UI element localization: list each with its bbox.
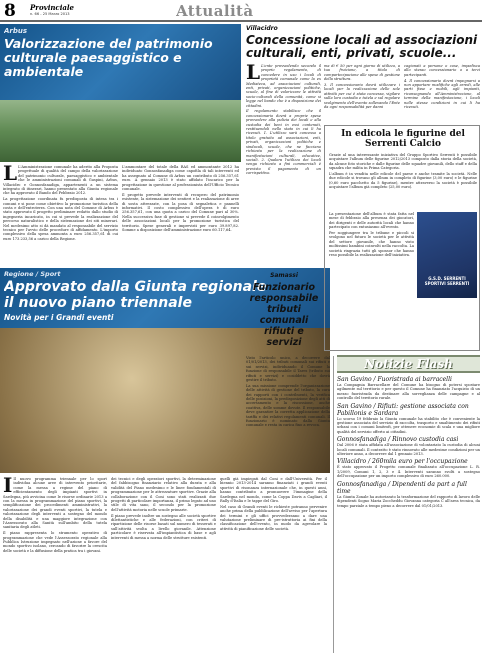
villacidro-col-1 (246, 64, 321, 266)
regione-title-line-1: Approvato dalla Giunta regionale (4, 279, 267, 295)
villacidro-title: Concessione locali ad associazioni culturali, enti, privati, scuole... (246, 34, 478, 59)
samassi-paragraph: La sua missione comprende l'organizzazione delle attività di gestione del tributo, la cura dei rapporti con i contribuenti, la verifica delle posizioni, la predisposizione degli atti di accertamento e la riscossione, anche coattiva, delle somme dovute. Il responsabile deve garantire la corretta applicazione della tariffa e dei relativi regolamenti comunali. Il funzionario è nominato dalla Giunta comunale e resta in carica fino a revoca. (246, 383, 330, 428)
villacidro-paragraph: ma di € 50 per ogni giorno di utilizzo, a tua fruizione, a titolo di compartecipazione alle spese di gestione della struttura. (324, 64, 400, 82)
regione-subtitle: Novità per i Grandi eventi (4, 313, 114, 322)
villacidro-kicker: Villacidro (246, 25, 278, 32)
samassi-paragraph: Visto l'articolo unico, a decorrere dal 01/01/2013, dei tributi comunali sui rifiuti e sui servizi, individuando il Comune la funzione di responsabile il Tares (tributo sui rifiuti e servizi) e cosiddetto che dovrà gestire il tributo. (246, 356, 330, 383)
serrenti-paragraph: Per soggiungere tra le tribune e piccoli si svolgono nel futuro le società per le attività del settore giovanile, che hanno visto moltissimi bambini coinvolti nella raccolta. La società ringrazia tutti gli sponsor che hanno reso possibile la realizzazione dell'iniziativa. (329, 231, 414, 258)
page-number: 8 (4, 2, 16, 20)
serrenti-text-left (329, 212, 414, 348)
regione-paragraph: Il piano rappresenta lo strumento operativo di programmazione che vede l'Assessorato regionale alla Pubblica Istruzione impegnato nell'azione a favore del mondo sportivo isolano, cercando di favorire la crescita delle società e la diffusione della pratica tra i giovani. (3, 531, 107, 553)
arbus-banner (0, 24, 241, 100)
arbus-paragraph: La progettazione coordinata fu predisposta di intesa tra i comuni e si pone come obiettivo la promozione turistica della costa e dell'entroterra. Con una nota del Comune di Arbus è stato approvato il progetto preliminare redatto dallo studio di ingegneria incaricato, in cui si prevede la realizzazione del percorso naturalistico e della sistemazione dei siti minerari. Nel medesimo atto si dà mandato al responsabile del servizio tecnico per l'avvio delle procedure di affidamento. L'importo complessivo della spesa ammonta a euro 256.357,61 di cui euro 173.233,56 a carico della Regione. (3, 197, 118, 241)
villacidro-paragraph: L'ente provvedendo secondo il proprio regolamento, di concedere in uso i locali di proprietà comunale come la ex Mediateca, ad associazioni culturali, enti, privati, organizzazioni politiche, scuole, al fine di valorizzare le attività socio-culturali della comunità, come si legge nel bando che è a disposizione dei cittadini. (246, 64, 321, 108)
news-text: Lo scorso 19 febbraio la Giunta comunale ha stabilito che è conveniente la gestione associata del servizio di raccolta, trasporto e smaltimento dei rifiuti urbani con i comuni limitrofi, per ottenere economie di scala e una migliore qualità del servizio offerto ai cittadini. (337, 416, 480, 434)
villacidro-paragraph: 4. Il concessionario dovrà impegnarsi a non apportare modifiche agli arredi, alle parti fisse e mobili, agli impianti, riconsegnando all'Amministrazione, al termine della manifestazione, i locali nelle stesse condizioni in cui li ha ricevuti. (404, 78, 480, 110)
regione-col-1 (3, 477, 107, 653)
villacidro-paragraph: 3. Il concessionario dovrà utilizzare i locali per la realizzazione delle sole attività per cui è stata concessa, vigilare sulla loro custodia e tutela e sul regolare svolgimento dell'evento sollevando l'Ente da ogni responsabilità per danni (324, 83, 400, 110)
news-item (337, 458, 480, 478)
villacidro-col-2 (324, 64, 400, 122)
serrenti-paragraph: Grazie al una interessante iniziativa del Gruppo Sportivo Serrenti è possibile acquistare l'album delle figurine 2012/2013 composto dalla storia della società, da alcune foto storiche e dalle figurine delle squadre giovanili, dello staff e della squadra che milita in Prima Categoria. (329, 153, 477, 171)
drop-cap: L (3, 165, 18, 185)
serrenti-box (324, 125, 480, 351)
news-text: È stato approvato il Progetto comunale finalizzato all'occupazione L. R. 1/2009, Comuni 1, 2, 3 e 4. Interventi saranno svolti a sostegno dell'occupazione per un importo complessivo di euro 260.000. (337, 465, 480, 479)
regione-col-2 (111, 477, 216, 653)
masthead-logo-text: Provinciale (30, 4, 75, 11)
regione-paragraph: Nel caso di Grandi eventi le richieste potranno pervenire anche prima della pubblicazione dell'avviso per l'apertura dei termini e gli uffici provvederanno a dare una valutazione preliminare di pre-istruttoria ai fini della classificazione dell'evento, in modo da agevolare la attività di pianificazione delle società. (220, 504, 327, 531)
regione-paragraph: quelli già impiegati dal Coni e dall'Università. Per il biennio 2013-2014 saranno finanziati i grandi eventi sportivi di risonanza internazionale che, in questi anni, hanno contribuito a promuovere l'immagine della Sardegna nel mondo, come la Coppa Davis a Cagliari, il Rally d'Italia e le tappe del Giro. (220, 477, 327, 504)
issue-date: n. 66 - 25 Marzo 2013 (30, 12, 70, 16)
news-text: Dal 2006 è stata affidata all'associazione di volontariato la custodia di alcuni locali comunali. Il contratto è stato rinnovato alle medesime condizioni per un ulteriore anno, a decorrere dal 1 gennaio 2013. (337, 443, 480, 457)
news-heading: San Gavino / Rifiuti: gestione associata con Pabillonis e Sardara (337, 402, 469, 417)
masthead-logo (30, 4, 74, 11)
news-item (337, 436, 480, 456)
header-rule (0, 20, 482, 22)
serrenti-title: In edicola le figurine del Serrenti Calcio (341, 129, 465, 149)
regione-paragraph: Il nuovo programma triennale per lo sport individua alcune aree di intervento prioritarie, come la messa a regime del piano di efficientamento degli impianti sportivi in Sardegna, più avvicina come le risorse ordinarie 2013 a con la messa in programmazione del piano sportivi, la semplificazione dei procedimenti amministrativi, la valorizzazione dei grandi eventi sportivi, la tutela e valorizzazione degli interventi a sostegno del mondo della disabilità e una maggiore integrazione con l'Assessorato alla Sanità sull'ambito della tutela sanitaria degli atleti. (3, 477, 107, 530)
notizie-flash-banner: Notizie Flash (337, 355, 480, 373)
regione-paragraph: dei tecnici e degli operatori sportivi, la determinazione del fabbisogno finanziario relativo alla durata e alla validità del Piano medesimo e le linee fondamentali di programmazione per le attrezzature sportive. Grazie alla collaborazione con il Coni sono stati realizzati due progetti di particolare importanza, il primo legato ad uno stile di vita sano, il secondo per la promozione dell'attività motoria nelle scuole primarie. (111, 477, 216, 512)
serrenti-text-top (329, 153, 477, 209)
news-item (337, 481, 480, 508)
villacidro-paragraph: Il regolamento stabilisce che il concessionario dovrà a proprie spese provvedere alla pulizia dei locali e alla custodia dei beni in essi contenuti, restituendoli nello stato in cui li ha ricevuti. 1. L'utilizzo sarà concesso a titolo gratuito ad associazioni, enti, privati, organizzazioni politiche e sindacali, scuole, che ne facciano richiesta per la realizzazione di manifestazioni culturali, educative, sociali. 2. Qualora l'utilizzo dei locali venga richiesto a fini commerciali è previsto il pagamento di un corrispettivo. (246, 109, 321, 176)
news-item (337, 403, 480, 435)
samassi-title: Funzionario responsabile tributi comunali rifiuti e servizi (249, 282, 319, 348)
arbus-col-2 (122, 165, 239, 265)
news-heading: Villacidro / 260mila euro per l'occupazione (337, 458, 468, 466)
arbus-col-1 (3, 165, 118, 265)
arbus-photo (0, 100, 241, 162)
serrenti-paragraph: L'album è in vendita nelle edicole del paese e anche tramite la società. Nelle due edicole si trovano gli album in completo di figurine (3,00 euro) e le figurine (0,60 euro pacchetto da 5 figurine), mentre attraverso la società è possibile acquistare l'album già completo (25,00 euro). (329, 172, 477, 190)
arbus-kicker: Arbus (4, 27, 28, 35)
news-text: La Compagnia Barracellare del Comune ha bisogno di potersi spostare agilmente sul territorio e per questo il Comune ha finanziato l'acquisto di un mezzo fuoristrada da destinare alla sorveglianza delle campagne e al controllo del territorio rurale. (337, 383, 480, 401)
arbus-paragraph: L'Amministrazione comunale ha aderito alla Proposta progettuale di qualità del campo della valorizzazione del patrimonio culturale, paesaggistico e ambientale che le amministrazioni comunali di Guspini, Arbus, Villacidro e Gonnosfanadiga, appartenenti a un sistema integrato di itinerari, hanno presentato alla Giunta regionale che ha approvato il Bando del Febbraio 2012. (3, 165, 118, 196)
villacidro-paragraph: cagionati a persone o cose, impedisca allo stesso concessionario o a terzi partecipanti. (404, 64, 480, 77)
news-text: La Giunta Zonale ha autorizzato la trasformazione del rapporto di lavoro delle dipendenti Sogno Maria Zoccheddu Giovanna categoria C all'area tecnica, da tempo parziale a tempo pieno a decorrere dal 01/01/2013. (337, 494, 480, 508)
regione-paragraph: Il piano prevede inoltre un sostegno alle società sportive dilettantistiche e alle federazioni, con criteri di ripartizione delle risorse basati sul numero di tesserati e sull'attività svolta a livello giovanile. Attenzione particolare è riservata all'impiantistica di base e agli interventi di messa a norma delle strutture esistenti. (111, 513, 216, 540)
villacidro-col-3 (404, 64, 480, 122)
album-cover-label: G.S.D. SERRENTI SPORTIVI SERRENTI (424, 276, 470, 286)
arbus-paragraph: Il progetto prevede interventi di recupero del patrimonio esistente, la sistemazione dei sentieri e la realizzazione di aree di sosta attrezzate, con la posa di segnaletica e pannelli informativi. Il costo complessivo dell'opera è di euro 256.357,61, con una quota a carico del Comune pari al 30%. Nella successiva fase di gestione si prevede il coinvolgimento delle associazioni locali per la promozione turistica del territorio. Spese generali e imprevisti per euro 39.897,82. Somme a disposizione dell'amministrazione euro 60.117,64. (122, 192, 239, 233)
drop-cap: L (246, 64, 261, 84)
regione-kicker: Regione / Sport (4, 270, 61, 278)
drop-cap: I (3, 477, 13, 497)
news-heading: San Gavino / Fuoristrada ai barracelli (337, 376, 452, 383)
samassi-kicker: Samassi (270, 272, 298, 279)
serrenti-paragraph: La presentazione dell'album è stata fatta nel mese di febbraio alla presenza dei giocatori, dei dirigenti e delle autorità locali che hanno partecipato con entusiasmo all'evento. (329, 212, 414, 230)
notizie-flash-list (337, 376, 480, 653)
arbus-title: Valorizzazione del patrimonio culturale paesaggistico e ambientale (4, 37, 213, 79)
section-title: Attualità (176, 3, 254, 19)
news-heading: Gonnosfanadiga / Dipendenti da part a full time (337, 480, 467, 495)
figurine-album-cover (417, 212, 477, 298)
arbus-paragraph: L'ammontare del totale della RAS ed ammontante 2012 ha individuato Gonnosfanadiga come capofila di tali interventi ed ha assegnato al Comune di Arbus un contributo di 256.357,61 euro. A gennaio 2013 è stato affidato l'incarico per la progettazione in questione al professionista dell'Ufficio Tecnico comunale. (122, 165, 239, 192)
regione-title-line-2: il nuovo piano triennale (4, 295, 192, 311)
news-heading: Gonnosfanadiga / Rinnovo custodia casi (337, 436, 459, 444)
samassi-body (246, 356, 330, 653)
column-divider (333, 356, 334, 653)
news-item (337, 376, 480, 401)
